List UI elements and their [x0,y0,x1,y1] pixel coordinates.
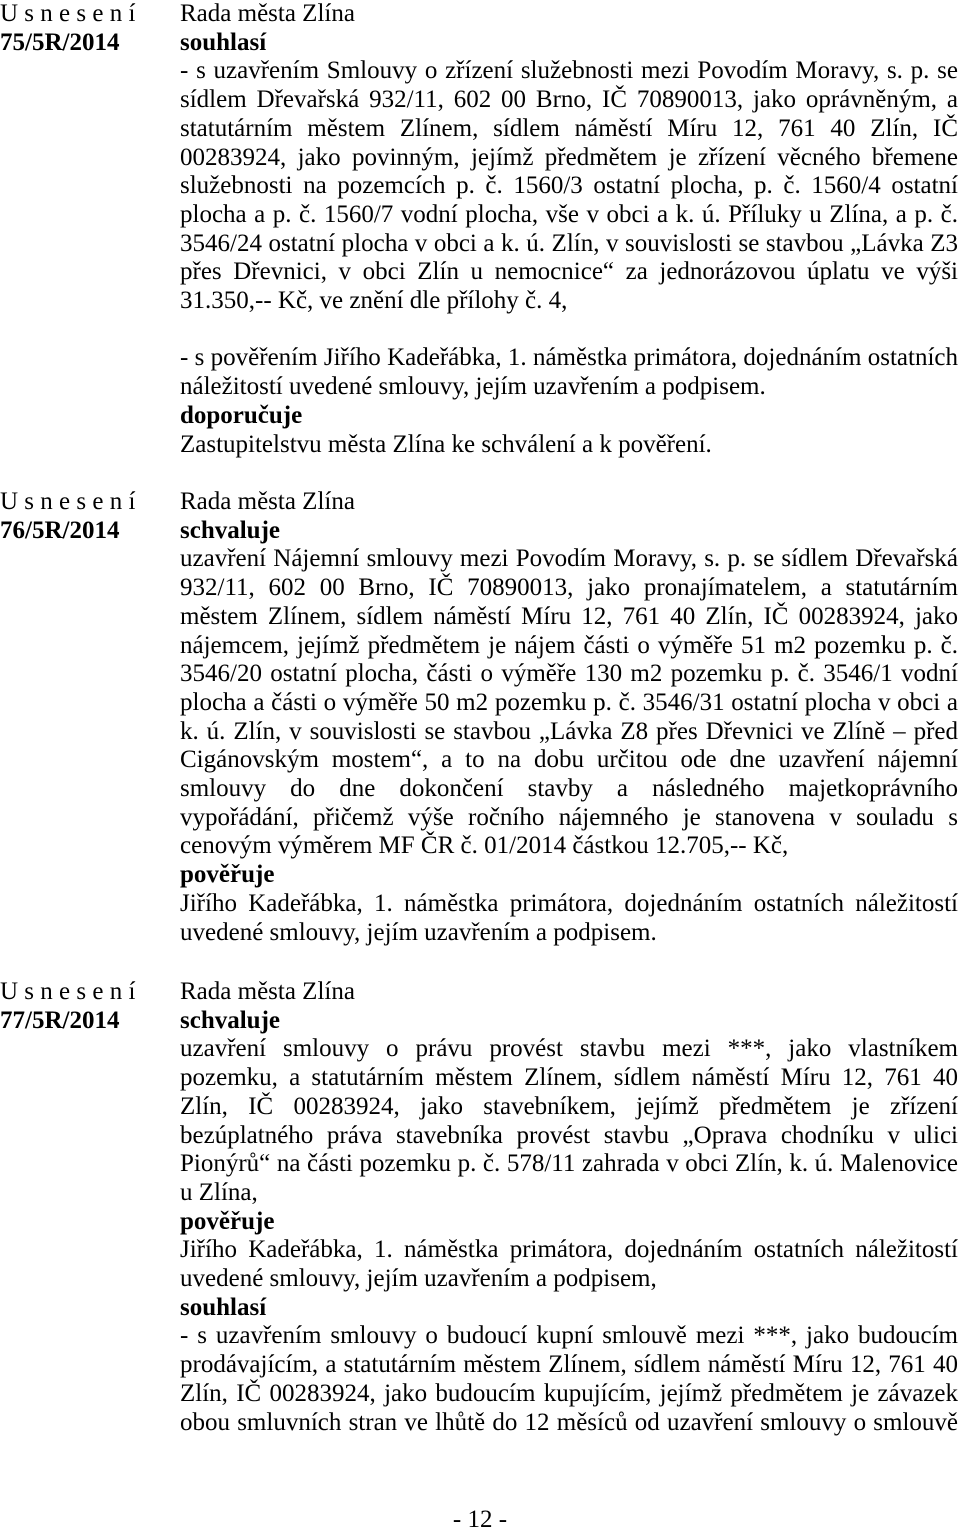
agrees-label: souhlasí [180,28,267,56]
resolution-heading: U s n e s e n í [0,488,136,515]
council-name: Rada města Zlína [180,488,355,515]
resolution-number: 75/5R/2014 [0,28,120,56]
resolution-number: 76/5R/2014 [0,516,120,544]
approval-text: uzavření smlouvy o právu provést stavbu mezi ***, jako vlastníkem pozemku, a statutárním městem Zlínem, sídlem náměstí Míru 12, 761 40 Zlín, IČ 00283924, jako stavebníkem, jejímž předmětem je zřízení bezúplatného práva stavebníka provést stavbu „Oprava chodníku v ulici Pionýrů“ na části pozemku p. č. 578/11 zahrada v obci Zlín, k. ú. Malenovice u Zlína, [180,1035,958,1206]
resolution-label [0,978,175,1035]
agreement-text: - s uzavřením smlouvy o budoucí kupní smlouvě mezi ***, jako budoucím prodávajícím, a statutárním městem Zlínem, sídlem náměstí Míru 12, 761 40 Zlín, IČ 00283924, jako budoucím kupujícím, jejímž předmětem je závazek obou smluvních stran ve lhůtě do 12 měsíců od uzavření smlouvy o smlouvě [180,1322,958,1436]
council-name: Rada města Zlína [180,978,355,1005]
authorization-text: Jiřího Kadeřábka, 1. náměstka primátora, dojednáním ostatních náležitostí uvedené smlouvy, jejím uzavřením a podpisem. [180,889,958,946]
resolution-heading: U s n e s e n í [0,0,136,27]
approval-text: uzavření Nájemní smlouvy mezi Povodím Moravy, s. p. se sídlem Dřevařská 932/11, 602 00 Brno, IČ 70890013, jako pronajímatelem, a statutárním městem Zlínem, sídlem náměstí Míru 12, 761 40 Zlín, IČ 00283924, jako nájemcem, jejímž předmětem je nájem části o výměře 51 m2 pozemku p. č. 3546/20 ostatní plocha, části o výměře 130 m2 pozemku p. č. 3546/1 vodní plocha a části o výměře 50 m2 pozemku p. č. 3546/31 ostatní plocha v obci a k. ú. Zlín, v souvislosti se stavbou „Lávka Z8 přes Dřevnici ve Zlíně – před Cigánovským mostem“, a to na dobu určitou ode dne uzavření nájemní smlouvy do dne dokončení stavby a následného majetkoprávního vypořádání, přičemž výše ročního nájemného je stanovena v souladu s cenovým výměrem MF ČR č. 01/2014 částkou 12.705,-- Kč, [180,545,958,860]
recommends-label: doporučuje [180,401,303,429]
authorizes-label: pověřuje [180,1207,275,1235]
agrees-label: souhlasí [180,1293,267,1321]
council-name: Rada města Zlína [180,0,355,27]
authorization-text: - s pověřením Jiřího Kadeřábka, 1. náměstka primátora, dojednáním ostatních náležitostí uvedené smlouvy, jejím uzavřením a podpisem. [180,344,958,401]
approves-label: schvaluje [180,1006,280,1034]
resolution-body [180,488,958,947]
authorizes-label: pověřuje [180,861,275,889]
resolution-label [0,0,175,57]
approves-label: schvaluje [180,516,280,544]
resolution-heading: U s n e s e n í [0,978,136,1005]
authorization-text: Jiřího Kadeřábka, 1. náměstka primátora, dojednáním ostatních náležitostí uvedené smlouvy, jejím uzavřením a podpisem, [180,1236,958,1293]
resolution-label [0,488,175,545]
agreement-text: - s uzavřením Smlouvy o zřízení služebnosti mezi Povodím Moravy, s. p. se sídlem Dřevařská 932/11, 602 00 Brno, IČ 70890013, jako oprávněným, a statutárním městem Zlínem, sídlem náměstí Míru 12, 761 40 Zlín, IČ 00283924, jako povinným, jejímž předmětem je zřízení věcného břemene služebnosti na pozemcích p. č. 1560/3 ostatní plocha, p. č. 1560/4 ostatní plocha a p. č. 1560/7 vodní plocha, vše v obci a k. ú. Příluky u Zlína, a p. č. 3546/24 ostatní plocha v obci a k. ú. Zlín, v souvislosti se stavbou „Lávka Z3 přes Dřevnici, v obci Zlín u nemocnice“ za jednorázovou úplatu ve výši 31.350,-- Kč, ve znění dle přílohy č. 4, [180,57,958,315]
recommendation-text: Zastupitelstvu města Zlína ke schválení a k pověření. [180,430,712,458]
page-number: - 12 - [452,1506,508,1533]
resolution-number: 77/5R/2014 [0,1006,120,1034]
resolution-body [180,978,958,1437]
resolution-body [180,0,958,459]
